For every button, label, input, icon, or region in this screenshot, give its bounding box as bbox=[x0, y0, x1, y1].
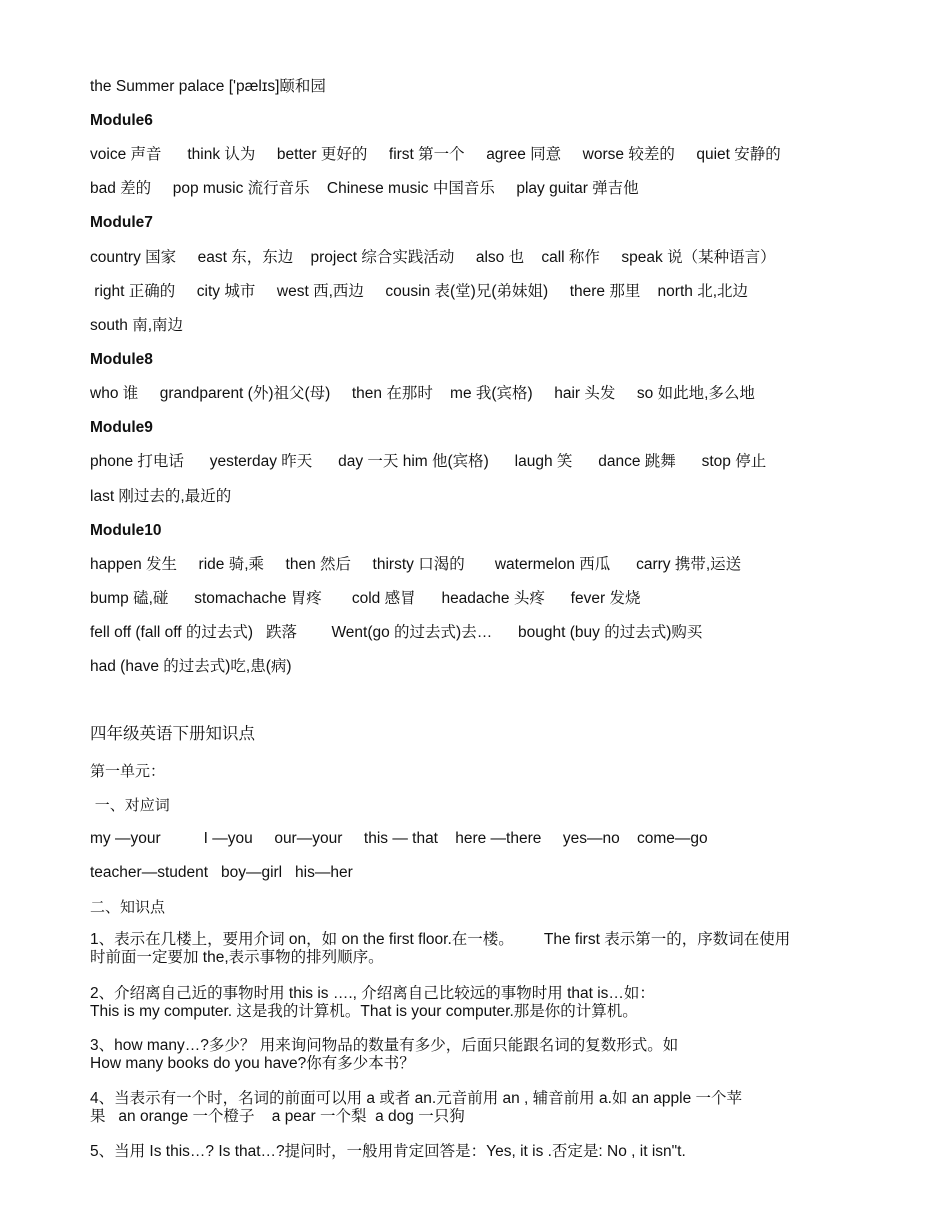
section1-heading: 一、对应词 bbox=[90, 796, 170, 814]
word-pairs-row: teacher—student boy—girl his—her bbox=[90, 864, 353, 881]
unit1-heading: 第一单元： bbox=[90, 762, 166, 780]
module10-heading: Module10 bbox=[90, 522, 162, 539]
module8-vocab-row: who 谁 grandparent (外)祖父(母) then 在那时 me 我(宾格) hair 头发 so 如此地,多么地 bbox=[90, 385, 755, 402]
word-pairs-row: my —your I —you our—your this — that here —there yes—no come—go bbox=[90, 830, 708, 847]
knowledge-point-5: 5、当用 Is this…? Is that…?提问时，一般用肯定回答是：Yes, it is .否定是: No , it isn"t. bbox=[90, 1143, 686, 1160]
module10-vocab-row: had (have 的过去式)吃,患(病) bbox=[90, 658, 292, 675]
module6-vocab-row: bad 差的 pop music 流行音乐 Chinese music 中国音乐 play guitar 弹吉他 bbox=[90, 180, 639, 197]
module7-vocab-row: right 正确的 city 城市 west 西,西边 cousin 表(堂)兄(弟妹姐) there 那里 north 北,北边 bbox=[90, 283, 748, 300]
module7-vocab-row: south 南,南边 bbox=[90, 317, 184, 334]
knowledge-point-1: 1、表示在几楼上，要用介词 on，如 on the first floor.在一楼。 The first 表示第一的，序数词在使用 时前面一定要加 the,表示事物的排列顺序。 bbox=[90, 931, 791, 966]
module6-heading: Module6 bbox=[90, 112, 153, 129]
summer-palace-line: the Summer palace ['pælɪs]颐和园 bbox=[90, 78, 326, 95]
module9-vocab-row: phone 打电话 yesterday 昨天 day 一天 him 他(宾格) laugh 笑 dance 跳舞 stop 停止 bbox=[90, 453, 767, 470]
module6-vocab-row: voice 声音 think 认为 better 更好的 first 第一个 agree 同意 worse 较差的 quiet 安静的 bbox=[90, 146, 781, 163]
knowledge-point-3: 3、how many…?多少？ 用来询问物品的数量有多少，后面只能跟名词的复数形式。如 How many books do you have?你有多少本书？ bbox=[90, 1037, 679, 1072]
module10-vocab-row: fell off (fall off 的过去式) 跌落 Went(go 的过去式)去… bought (buy 的过去式)购买 bbox=[90, 624, 703, 641]
module10-vocab-row: happen 发生 ride 骑,乘 then 然后 thirsty 口渴的 watermelon 西瓜 carry 携带,运送 bbox=[90, 556, 742, 573]
module9-vocab-row: last 刚过去的,最近的 bbox=[90, 488, 232, 505]
module10-vocab-row: bump 磕,碰 stomachache 胃疼 cold 感冒 headache 头疼 fever 发烧 bbox=[90, 590, 641, 607]
module7-vocab-row: country 国家 east 东，东边 project 综合实践活动 also 也 call 称作 speak 说（某种语言） bbox=[90, 249, 776, 266]
section2-heading: 二、知识点 bbox=[90, 898, 166, 916]
knowledge-point-4: 4、当表示有一个时，名词的前面可以用 a 或者 an.元音前用 an , 辅音前用 a.如 an apple 一个苹 果 an orange 一个橙子 a pear 一个梨 a dog 一只狗 bbox=[90, 1090, 742, 1125]
module8-heading: Module8 bbox=[90, 351, 153, 368]
module9-heading: Module9 bbox=[90, 419, 153, 436]
module7-heading: Module7 bbox=[90, 214, 153, 231]
grade4-title: 四年级英语下册知识点 bbox=[90, 724, 255, 743]
knowledge-point-2: 2、介绍离自己近的事物时用 this is …., 介绍离自己比较远的事物时用 that is…如： This is my computer. 这是我的计算机。That is your computer.那是你的计算机。 bbox=[90, 985, 655, 1020]
